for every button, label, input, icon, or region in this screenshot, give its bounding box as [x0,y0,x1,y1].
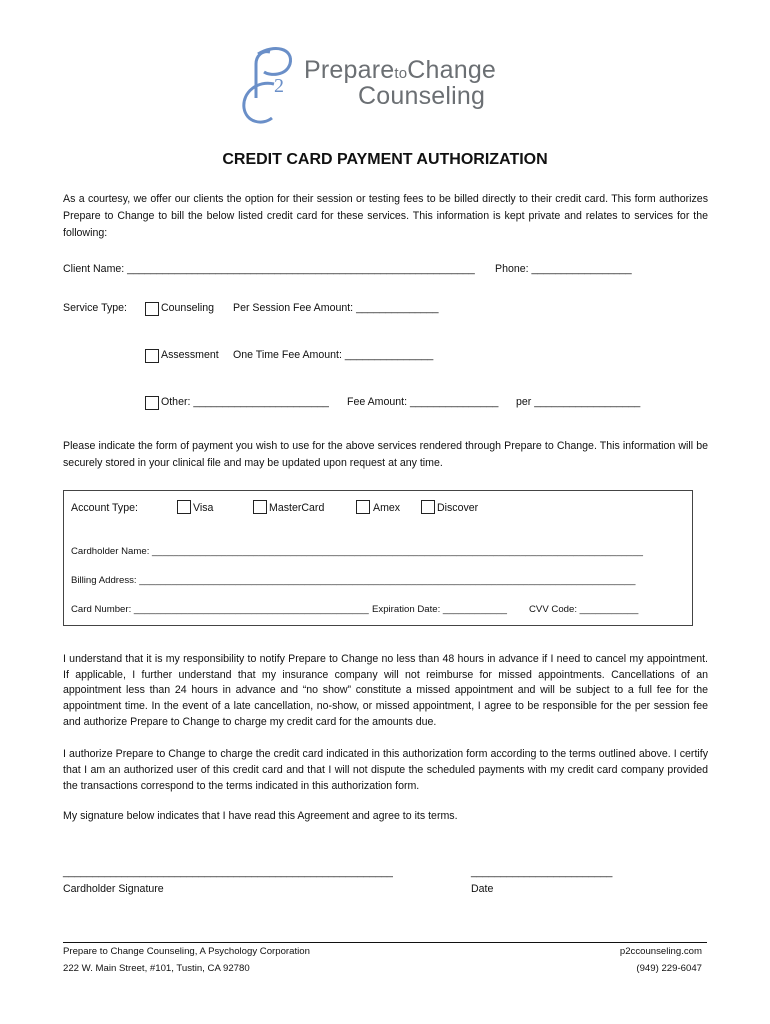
other-field[interactable]: Other: _______________________ [161,396,329,408]
visa-label: Visa [193,502,214,514]
account-details-box [63,490,693,626]
cardholder-name-field[interactable]: Cardholder Name: ____________________________________________________________________________________________ [71,546,643,557]
assessment-label: Assessment [161,349,219,361]
authorization-paragraph: I authorize Prepare to Change to charge the credit card indicated in this authorization form according to the terms outlined above. I certify that I am an authorized user of this credit card and that I will not dispute the scheduled payments with my credit card company provided the transactions correspond to the terms indicated in this authorization form. [63,748,708,792]
counseling-checkbox[interactable] [145,302,159,316]
p2c-monogram-icon [234,40,306,130]
signature-label: Cardholder Signature [63,883,164,895]
per-session-fee-field[interactable]: Per Session Fee Amount: ______________ [233,302,439,314]
footer-divider [63,942,707,943]
amex-label: Amex [373,502,401,514]
mastercard-label: MasterCard [269,502,325,514]
fee-amount-field[interactable]: Fee Amount: _______________ [347,396,499,408]
one-time-fee-field[interactable]: One Time Fee Amount: _______________ [233,349,434,361]
date-label: Date [471,883,494,895]
footer-address: 222 W. Main Street, #101, Tustin, CA 92780 [63,963,250,974]
other-checkbox[interactable] [145,396,159,410]
company-logo [234,40,534,130]
svg-text:2: 2 [274,75,284,97]
billing-address-field[interactable]: Billing Address: _____________________________________________________________________________________________ [71,575,636,586]
counseling-label: Counseling [161,302,215,314]
logo-wordmark-line1: PreparetoChange [304,56,497,84]
discover-checkbox[interactable] [421,500,435,514]
footer-phone: (949) 229-6047 [636,963,702,974]
agreement-statement: My signature below indicates that I have read this Agreement and agree to its terms. [63,810,458,822]
per-field[interactable]: per __________________ [516,396,641,408]
expiration-date-field[interactable]: Expiration Date: ____________ [372,604,507,615]
assessment-checkbox[interactable] [145,349,159,363]
service-type-label: Service Type: [63,302,127,314]
discover-label: Discover [437,502,479,514]
footer-website: p2ccounseling.com [619,946,702,957]
amex-checkbox[interactable] [356,500,370,514]
payment-notice-paragraph: Please indicate the form of payment you wish to use for the above services rendered through Prepare to Change. This information will be securely stored in your clinical file and may be updated upon request at any time. [63,440,708,469]
intro-paragraph: As a courtesy, we offer our clients the option for their session or testing fees to be billed directly to their credit card. This form authorizes Prepare to Change to bill the below listed credit card for these services. This information is kept private and relates to services for the following: [63,193,708,239]
account-type-label: Account Type: [71,502,138,514]
signature-line[interactable]: ________________________________________________________ [63,866,393,878]
client-name-field[interactable]: Client Name: ___________________________________________________________ [63,263,475,275]
page-title: CREDIT CARD PAYMENT AUTHORIZATION [222,151,548,168]
footer-organization: Prepare to Change Counseling, A Psychology Corporation [63,946,310,957]
mastercard-checkbox[interactable] [253,500,267,514]
logo-wordmark-line2: Counseling [358,82,486,110]
phone-field[interactable]: Phone: _________________ [495,263,632,275]
card-number-field[interactable]: Card Number: ____________________________________________ [71,604,369,615]
visa-checkbox[interactable] [177,500,191,514]
cancellation-policy-paragraph: I understand that it is my responsibility to notify Prepare to Change no less than 48 hours in advance if I need to cancel my appointment. If applicable, I further understand that my insurance company will not reimburse for missed appointments. Cancellations of an appointment less than 24 hours in advance and “no show” constitute a missed appointment and will be subject to a full fee for the appointment time. In the event of a late cancellation, no-show, or missed appointment, I agree to be responsible for the per session fee and authorize Prepare to Change to charge my credit card for the amounts due. [63,653,708,728]
date-line[interactable]: ________________________ [471,866,613,878]
cvv-code-field[interactable]: CVV Code: ___________ [529,604,639,615]
